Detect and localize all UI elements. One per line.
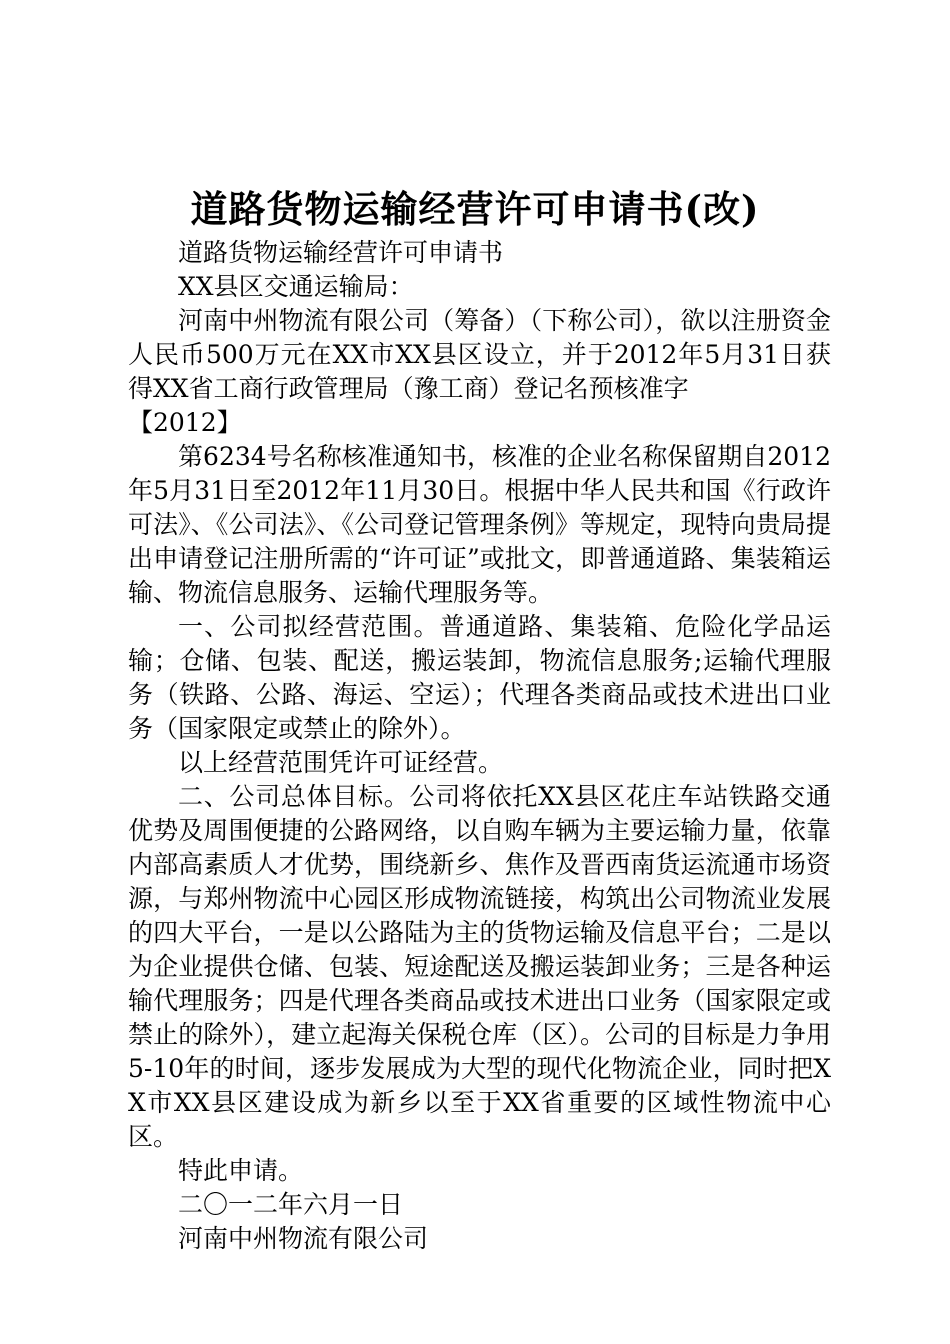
paragraph-closing: 特此申请。 [178,1156,304,1185]
paragraph-addressee: XX县区交通运输局： [178,272,414,301]
paragraph-date: 二〇一二年六月一日 [178,1190,404,1219]
paragraph-scope-note: 以上经营范围凭许可证经营。 [178,748,504,777]
paragraph-reference-number: 【2012】 [128,408,242,437]
paragraph-business-scope: 一、公司拟经营范围。普通道路、集装箱、危险化学品运输；仓储、包装、配送，搬运装卸，物流信息服务;运输代理服务（铁路、公路、海运、空运）；代理各类商品或技术进出口业务（国家限定或禁止的除外）。 [128,612,831,743]
paragraph-signature: 河南中州物流有限公司 [178,1224,429,1253]
document-body [128,236,831,1256]
paragraph-overall-goal: 二、公司总体目标。公司将依托XX县区花庄车站铁路交通优势及周围便捷的公路网络，以自购车辆为主要运输力量，依靠内部高素质人才优势，围绕新乡、焦作及晋西南货运流通市场资源，与郑州物流中心园区形成物流链接，构筑出公司物流业发展的四大平台，一是以公路陆为主的货物运输及信息平台；二是以为企业提供仓储、包装、短途配送及搬运装卸业务；三是各种运输代理服务；四是代理各类商品或技术进出口业务（国家限定或禁止的除外），建立起海关保税仓库（区）。公司的目标是力争用5-10年的时间，逐步发展成为大型的现代化物流企业，同时把XX市XX县区建设成为新乡以至于XX省重要的区域性物流中心区。 [128,782,831,1151]
paragraph-heading: 道路货物运输经营许可申请书 [178,238,504,267]
paragraph-request: 第6234号名称核准通知书，核准的企业名称保留期自2012年5月31日至2012年11月30日。根据中华人民共和国《行政许可法》、《公司法》、《公司登记管理条例》等规定，现特向贵局提出申请登记注册所需的“许可证”或批文，即普通道路、集装箱运输、物流信息服务、运输代理服务等。 [128,442,831,607]
document-title: 道路货物运输经营许可申请书(改) [190,187,760,231]
paragraph-intro: 河南中州物流有限公司（筹备）（下称公司），欲以注册资金人民币500万元在XX市XX县区设立，并于2012年5月31日获得XX省工商行政管理局（豫工商）登记名预核准字 [128,306,831,403]
